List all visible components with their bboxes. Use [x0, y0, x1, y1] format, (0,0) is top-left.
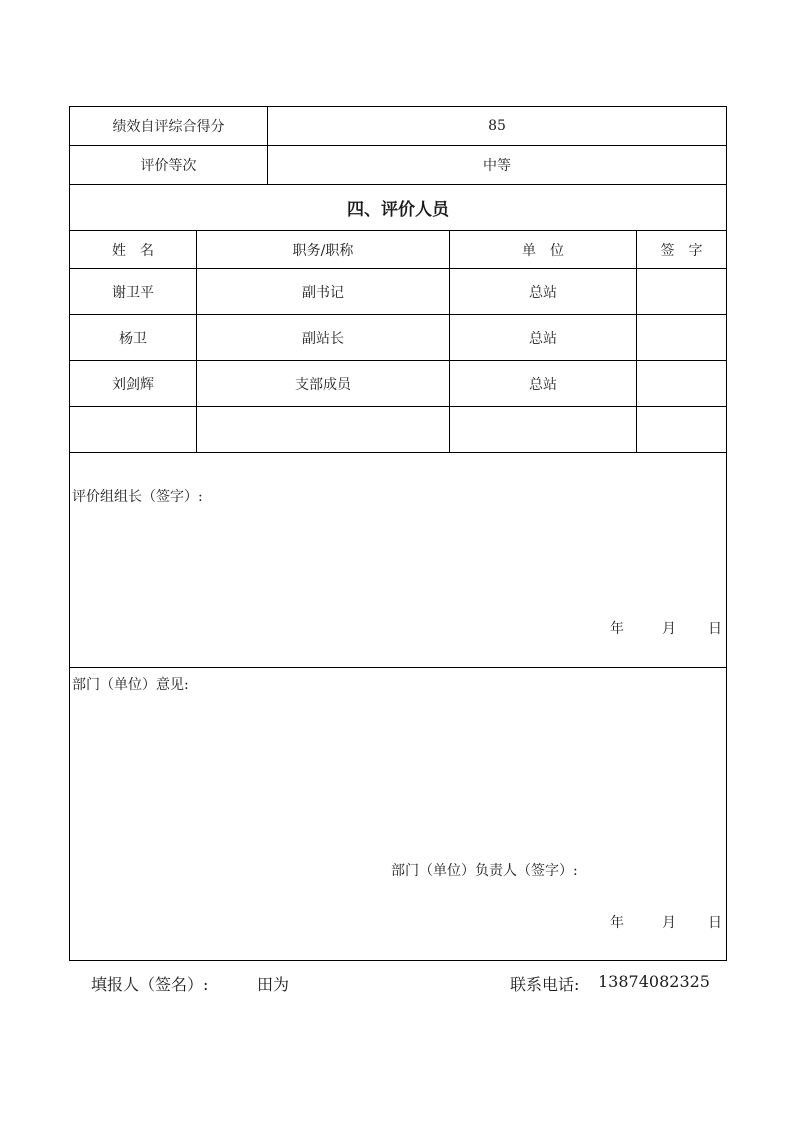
table-row: [70, 361, 726, 407]
dept-section[interactable]: [70, 668, 726, 960]
date-day: 日: [708, 621, 722, 637]
row-title: 副站长: [302, 330, 344, 347]
dept-responsible-label: 部门（单位）负责人（签字）:: [391, 863, 578, 879]
table-row: [70, 315, 726, 361]
row-title: 副书记: [302, 284, 344, 301]
row-name[interactable]: [70, 407, 196, 452]
row-title: 支部成员: [295, 376, 351, 393]
leader-date: [610, 618, 722, 638]
date-month: 月: [662, 621, 676, 637]
table-row: [70, 269, 726, 315]
dept-label: 部门（单位）意见:: [72, 677, 189, 693]
row-unit: 总站: [529, 376, 557, 393]
date-year: 年: [610, 621, 624, 637]
row-unit[interactable]: [450, 407, 636, 452]
date-day: 日: [708, 915, 722, 931]
row-sign[interactable]: [637, 269, 726, 314]
header-sign: 签 字: [660, 242, 703, 259]
row-unit: 总站: [529, 284, 557, 301]
table-header: [70, 231, 726, 269]
section-title: 四、评价人员: [347, 200, 449, 220]
header-unit: 单 位: [522, 242, 564, 259]
row-name: 刘剑辉: [112, 376, 154, 393]
evaluation-form: [69, 106, 727, 961]
section-title-row: [70, 185, 726, 231]
leader-label: 评价组组长（签字）:: [72, 489, 203, 505]
phone-label: 联系电话:: [510, 975, 580, 994]
filler-name: 田为: [257, 975, 290, 994]
header-title: 职务/职称: [292, 242, 354, 259]
header-name: 姓 名: [112, 242, 154, 259]
grade-label: 评价等次: [140, 158, 197, 174]
score-label: 绩效自评综合得分: [112, 119, 225, 135]
grade-value: 中等: [483, 158, 511, 174]
leader-section[interactable]: [70, 453, 726, 668]
score-value: 85: [488, 118, 506, 134]
row-sign[interactable]: [637, 361, 726, 406]
row-unit: 总站: [529, 330, 557, 347]
row-name: 杨卫: [119, 330, 147, 347]
table-row: [70, 407, 726, 453]
row-sign[interactable]: [637, 315, 726, 360]
filler-label: 填报人（签名）:: [91, 975, 209, 994]
row-title[interactable]: [197, 407, 449, 452]
row-sign[interactable]: [637, 407, 726, 452]
grade-row: [70, 146, 726, 185]
date-year: 年: [610, 915, 624, 931]
row-name: 谢卫平: [112, 284, 154, 301]
score-row: [70, 107, 726, 146]
date-month: 月: [662, 915, 676, 931]
dept-date: [610, 912, 722, 932]
phone-number: 13874082325: [598, 972, 710, 991]
